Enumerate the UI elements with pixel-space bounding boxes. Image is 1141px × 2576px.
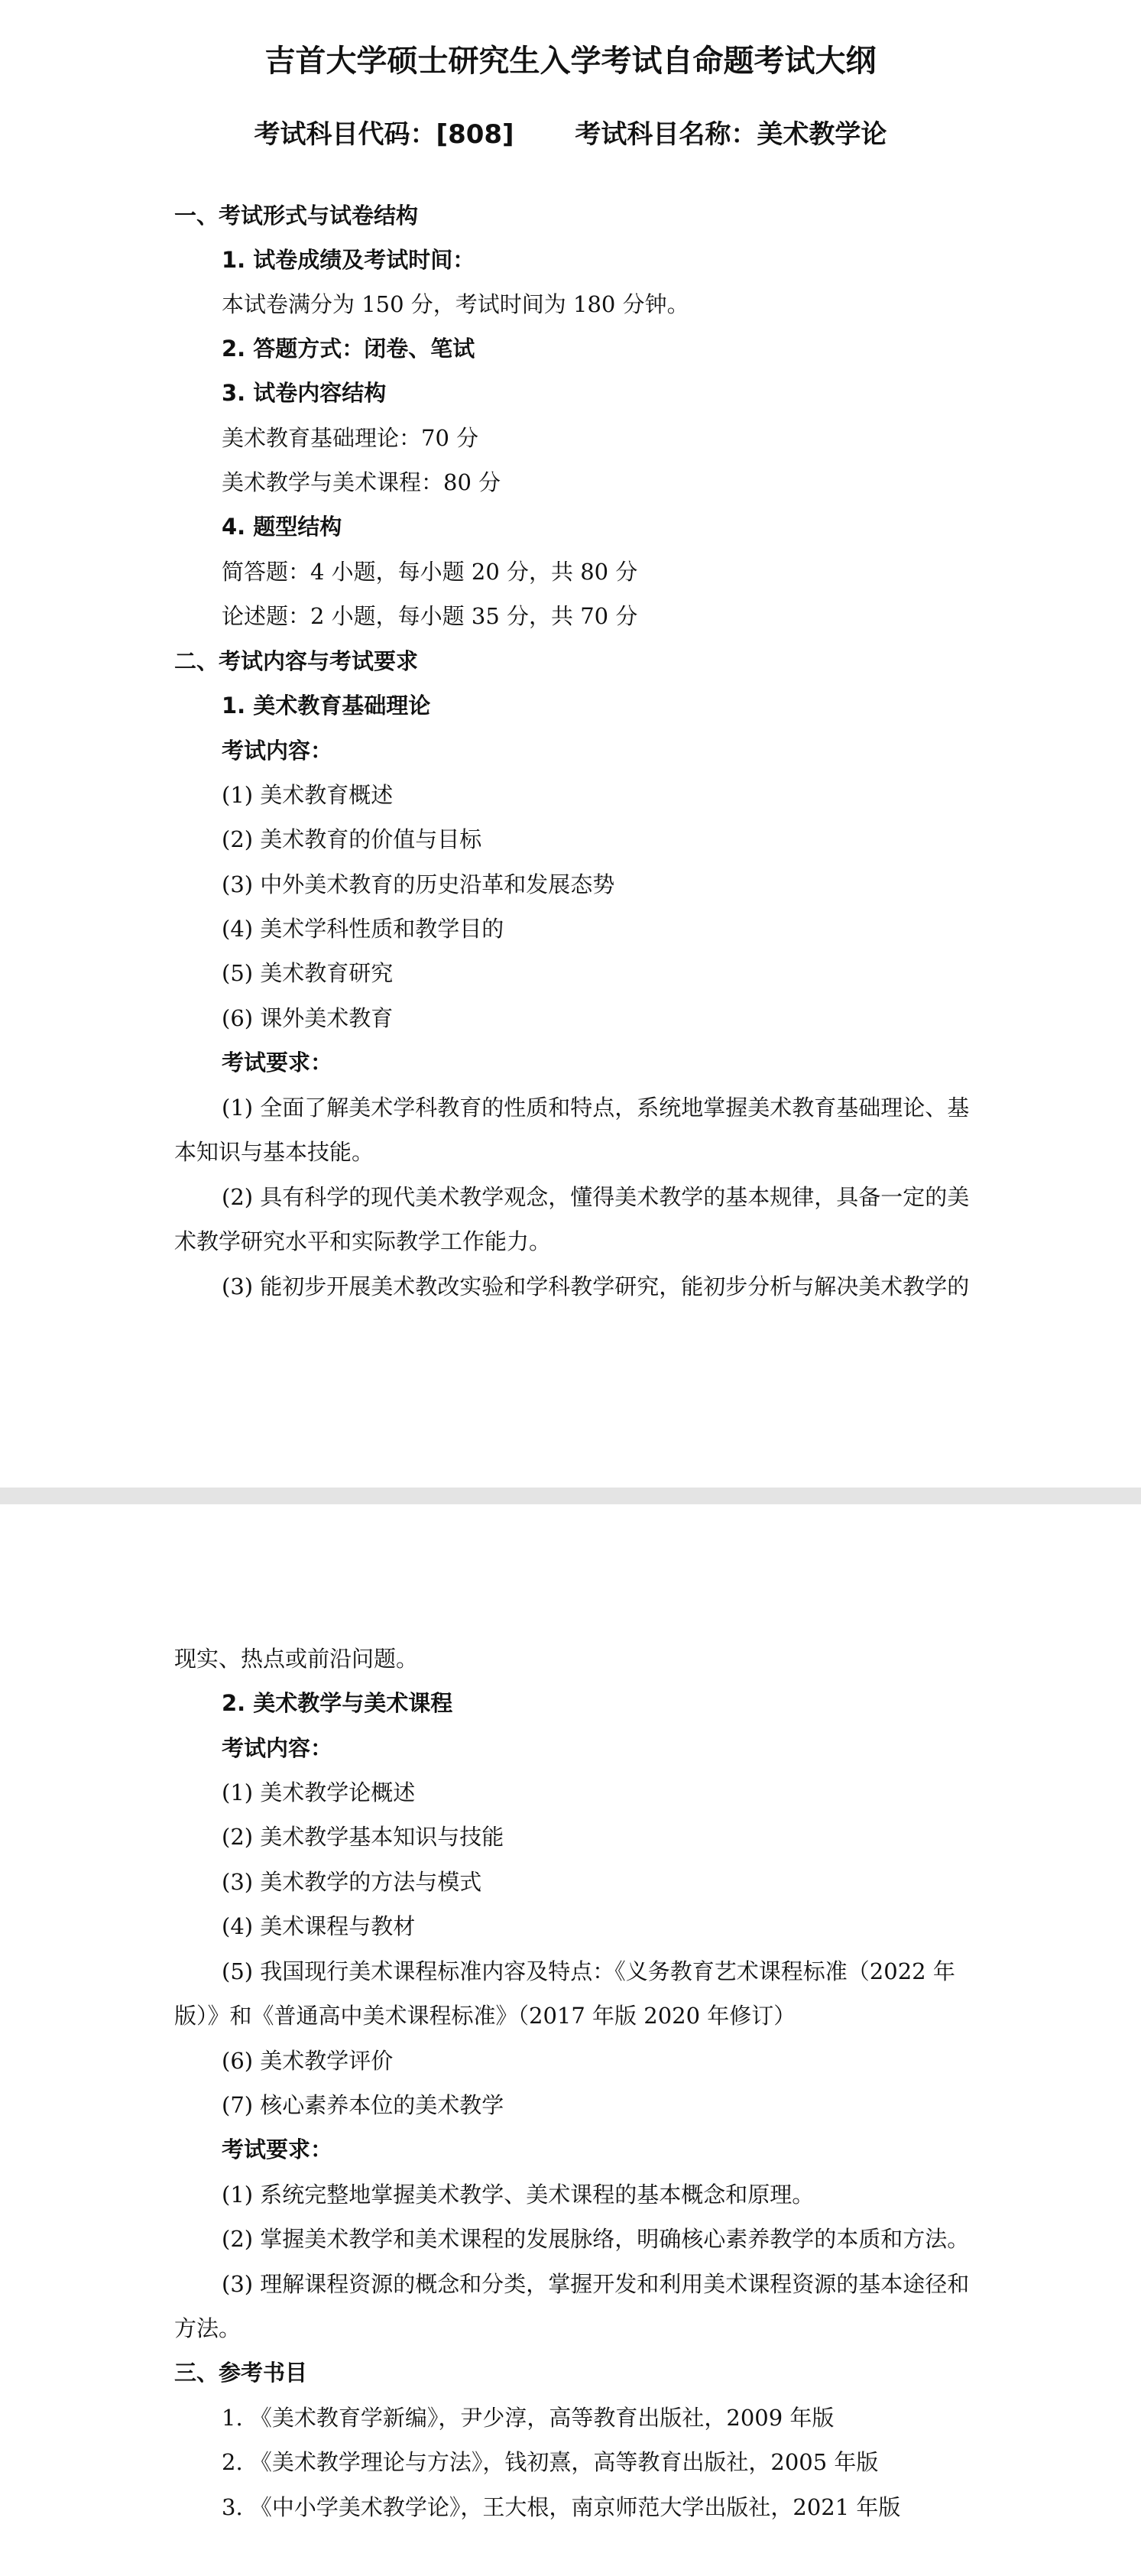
section-1-item-4: 4. 题型结构 [222, 514, 342, 540]
section-1-item-1-text: 本试卷满分为 150 分，考试时间为 180 分钟。 [222, 291, 689, 317]
requirement-line: (2) 掌握美术教学和美术课程的发展脉络，明确核心素养教学的本质和方法。 [222, 2226, 970, 2252]
requirement-line: 现实、热点或前沿问题。 [174, 1646, 419, 1672]
list-item: (4) 美术课程与教材 [222, 1913, 416, 1939]
requirement-line: (3) 能初步开展美术教改实验和学科教学研究，能初步分析与解决美术教学的 [222, 1273, 970, 1299]
requirement-line: 术教学研究水平和实际教学工作能力。 [174, 1228, 552, 1254]
section-1-item-3-b: 美术教学与美术课程：80 分 [222, 469, 501, 495]
section-1-item-3: 3. 试卷内容结构 [222, 380, 387, 406]
list-item: (5) 我国现行美术课程标准内容及特点：《义务教育艺术课程标准（2022 年 [222, 1958, 955, 1984]
list-item: (3) 中外美术教育的历史沿革和发展态势 [222, 871, 615, 897]
section-1-item-2: 2. 答题方式：闭卷、笔试 [222, 336, 475, 362]
section-1-item-4-b: 论述题：2 小题，每小题 35 分，共 70 分 [222, 603, 638, 629]
requirement-line: 方法。 [174, 2315, 241, 2341]
list-item: (2) 美术教学基本知识与技能 [222, 1824, 504, 1850]
list-item: (1) 美术教育概述 [222, 782, 394, 808]
list-item: (6) 课外美术教育 [222, 1005, 394, 1031]
section-2-part-1-req-label: 考试要求： [222, 1050, 333, 1075]
list-item: (1) 美术教学论概述 [222, 1780, 416, 1805]
document-title: 吉首大学硕士研究生入学考试自命题考试大纲 [264, 44, 877, 79]
list-item: (7) 核心素养本位的美术教学 [222, 2092, 504, 2118]
list-item: (4) 美术学科性质和教学目的 [222, 916, 504, 942]
list-item: (2) 美术教育的价值与目标 [222, 826, 482, 852]
page-2 [0, 1504, 1141, 2576]
section-2-part-2-content-label: 考试内容： [222, 1735, 333, 1761]
requirement-line: 本知识与基本技能。 [174, 1139, 374, 1165]
section-2-part-2-title: 2. 美术教学与美术课程 [222, 1690, 453, 1716]
list-item: (5) 美术教育研究 [222, 960, 394, 986]
section-2-heading: 二、考试内容与考试要求 [174, 648, 419, 674]
section-1-heading: 一、考试形式与试卷结构 [174, 203, 419, 229]
section-1-item-4-a: 简答题：4 小题，每小题 20 分，共 80 分 [222, 559, 638, 585]
section-1-item-1: 1. 试卷成绩及考试时间： [222, 247, 475, 273]
list-item: (3) 美术教学的方法与模式 [222, 1869, 482, 1895]
requirement-line: (3) 理解课程资源的概念和分类，掌握开发和利用美术课程资源的基本途径和 [222, 2271, 970, 2297]
section-2-part-2-req-label: 考试要求： [222, 2136, 333, 2162]
requirement-line: (1) 系统完整地掌握美术教学、美术课程的基本概念和原理。 [222, 2182, 815, 2208]
section-3-heading: 三、参考书目 [174, 2360, 308, 2386]
reference-book: 3. 《中小学美术教学论》，王大根，南京师范大学出版社，2021 年版 [222, 2494, 901, 2520]
document-subtitle: 考试科目代码：[808] 考试科目名称：美术教学论 [254, 119, 887, 150]
list-item: 版）》和《普通高中美术课程标准》（2017 年版 2020 年修订） [174, 2003, 796, 2029]
reference-book: 2. 《美术教学理论与方法》，钱初熹，高等教育出版社，2005 年版 [222, 2449, 879, 2475]
section-1-item-3-a: 美术教育基础理论：70 分 [222, 425, 479, 451]
section-2-part-1-content-label: 考试内容： [222, 738, 333, 764]
section-2-part-1-title: 1. 美术教育基础理论 [222, 693, 431, 719]
requirement-line: (1) 全面了解美术学科教育的性质和特点，系统地掌握美术教育基础理论、基 [222, 1095, 970, 1121]
list-item: (6) 美术教学评价 [222, 2048, 394, 2074]
requirement-line: (2) 具有科学的现代美术教学观念，懂得美术教学的基本规律，具备一定的美 [222, 1184, 970, 1210]
reference-book: 1. 《美术教育学新编》，尹少淳，高等教育出版社，2009 年版 [222, 2405, 835, 2431]
